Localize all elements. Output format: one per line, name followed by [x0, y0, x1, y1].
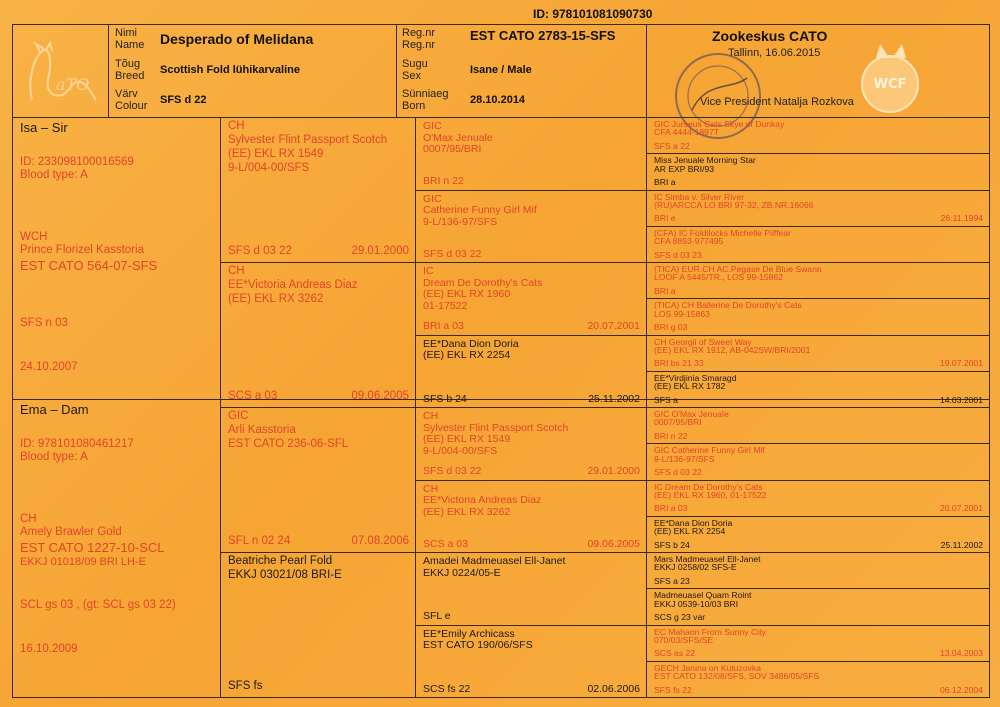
- col3-entry-line: (EE) EKL RX 1549: [423, 433, 511, 445]
- col4-row-divider: [646, 153, 989, 154]
- col2-entry-date: 07.08.2006: [351, 535, 409, 547]
- col3-row-divider: [415, 262, 646, 263]
- col4-entry-line: (RU)ARCCA LO BRI 97-32, ZB.NR.16066: [654, 200, 814, 210]
- col4-entry-line: (EE) EKL RX 2254: [654, 526, 726, 536]
- place-date: Tallinn, 16.06.2015: [728, 47, 821, 59]
- dam-reg: EST CATO 1227-10-SCL: [20, 540, 165, 555]
- col2-entry-line: CH: [228, 265, 245, 277]
- col3-entry-colour: SFS d 03 22: [423, 465, 482, 477]
- col4-entry-date: 14.03.2001: [939, 395, 983, 405]
- col4-entry-line: Mars Madmeuasel Ell-Janet: [654, 554, 761, 564]
- col4-entry-date: 25.11.2002: [940, 540, 983, 550]
- col4-entry-colour: SFS a 23: [654, 576, 690, 586]
- col3-entry-colour: BRI n 22: [423, 175, 464, 187]
- sire-id: ID: 233098100016569: [20, 156, 134, 168]
- col4-entry-line: Madmeuasel Quam Roint: [654, 590, 752, 600]
- col2-entry-line: EE*Victoria Andreas Diaz: [228, 279, 358, 291]
- col3-entry-line: (EE) EKL RX 2254: [423, 349, 511, 361]
- col3-entry-date: 20.07.2001: [587, 320, 640, 332]
- col4-entry-line: AR EXP BRI/93: [654, 164, 715, 174]
- col4-row-divider: [646, 298, 989, 299]
- col4-entry-date: 19.07.2001: [939, 358, 983, 368]
- col4-entry-line: (EE) EKL RX 1960, 01-17522: [654, 490, 767, 500]
- col3-entry-line: EKKJ 0224/05-E: [423, 567, 501, 579]
- col3-entry-date: 29.01.2000: [587, 465, 640, 477]
- col4-entry-date: 06.12.2004: [939, 685, 983, 695]
- col4-entry-line: GIC Catherine Funny Girl Mif: [654, 445, 765, 455]
- col2-entry-line: Arli Kasstoria: [228, 424, 296, 436]
- breed-label-en: Breed: [115, 70, 145, 82]
- col3-entry-line: EST CATO 190/06/SFS: [423, 639, 533, 651]
- col3-entry-line: 9-L/136-97/SFS: [423, 216, 498, 228]
- col2-entry-date: 09.06.2005: [351, 390, 409, 402]
- col4-row-divider: [646, 335, 989, 336]
- col3-entry-date: 25.11.2002: [588, 393, 640, 405]
- col4-entry-colour: SFS d 03 22: [654, 467, 702, 477]
- col4-entry-line: EE*Dana Dion Doria: [654, 518, 733, 528]
- dam-colour: SCL gs 03 , (gt: SCL gs 03 22): [20, 599, 176, 611]
- sex-value: Isane / Male: [470, 64, 532, 76]
- col4-entry-line: EST CATO 132/08/SFS, SOV 3486/05/SFS: [654, 671, 820, 681]
- col4-entry-date: 26.11.1994: [940, 213, 983, 223]
- col4-entry-colour: BRI a: [654, 177, 676, 187]
- col3-entry-line: GIC: [423, 120, 442, 132]
- sire-date: 24.10.2007: [20, 361, 78, 373]
- svg-text:aTO: aTO: [56, 75, 90, 94]
- col4-row-divider: [646, 190, 989, 191]
- col3-entry-line: O'Max Jenuale: [423, 132, 493, 144]
- col2-entry-colour: SFS d 03 22: [228, 245, 292, 257]
- col3-entry-line: EE*Victoria Andreas Diaz: [423, 494, 542, 506]
- col2-entry-line: Beatriche Pearl Fold: [228, 555, 333, 567]
- col3-row-divider: [415, 407, 646, 408]
- col4-entry-line: EC Mahaon From Sunny City: [654, 627, 766, 637]
- col3-entry-line: CH: [423, 410, 439, 422]
- col3-entry-line: EE*Dana Dion Doria: [423, 338, 519, 350]
- dam-title: CH: [20, 513, 37, 525]
- col3-entry-colour: BRI a 03: [423, 320, 464, 332]
- col4-row-divider: [646, 588, 989, 589]
- dam-date: 16.10.2009: [20, 643, 78, 655]
- colour-label-en: Colour: [115, 100, 148, 112]
- col3-entry-colour: SFS d 03 22: [423, 248, 482, 260]
- col4-row-divider: [646, 226, 989, 227]
- colour-label-et: Värv: [115, 88, 138, 100]
- col4-entry-line: 9-L/136-97/SFS: [654, 454, 715, 464]
- sire-name: Prince Florizel Kasstoria: [20, 244, 144, 256]
- dam-heading: Ema – Dam: [20, 402, 89, 417]
- col4-entry-colour: BRI bs 21 33: [654, 358, 704, 368]
- name-label-en: Name: [115, 39, 145, 51]
- col4-entry-colour: BRI a: [654, 286, 676, 296]
- col2-entry-line: Sylvester Flint Passport Scotch: [228, 134, 388, 146]
- cato-logo: [22, 40, 102, 110]
- col4-entry-line: (TICA) CH Ballerine De Dorothy's Cats: [654, 300, 802, 310]
- document-id: ID: 978101081090730: [533, 7, 653, 21]
- dam-name: Amely Brawler Gold: [20, 526, 122, 538]
- col3-entry-line: (EE) EKL RX 3262: [423, 506, 511, 518]
- name-label-et: Nimi: [115, 27, 137, 39]
- col4-entry-colour: SCS g 23 var: [654, 612, 706, 622]
- col4-entry-colour: SFS a 22: [654, 141, 690, 151]
- col3-entry-line: EE*Emily Archicass: [423, 628, 515, 640]
- reg-label-en: Reg.nr: [402, 39, 436, 51]
- reg-label-et: Reg.nr: [402, 27, 436, 39]
- col3-entry-colour: SCS a 03: [423, 538, 468, 550]
- col4-entry-colour: SCS as 22: [654, 648, 696, 658]
- col4-entry-date: 20.07.2001: [939, 503, 983, 513]
- col2-row-divider: [220, 262, 415, 263]
- col2-entry-line: EST CATO 236-06-SFL: [228, 438, 349, 450]
- sex-label-et: Sugu: [402, 58, 428, 70]
- col4-entry-line: 0007/95/BRI: [654, 417, 702, 427]
- col4-entry-date: 13.04.2003: [939, 648, 983, 658]
- col4-row-divider: [646, 516, 989, 517]
- col4-entry-line: LOS 99-15863: [654, 309, 710, 319]
- col4-entry-line: (EE) EKL RX 1912, AB-042SW/BRI/2001: [654, 345, 811, 355]
- col3-entry-line: 0007/95/BRI: [423, 143, 482, 155]
- col2-entry-colour: SFS fs: [228, 680, 263, 692]
- col4-entry-colour: BRI e: [654, 213, 676, 223]
- col3-entry-line: GIC: [423, 193, 442, 205]
- breed-value: Scottish Fold lühikarvaline: [160, 64, 300, 76]
- col3-entry-colour: SCS fs 22: [423, 683, 471, 695]
- colour-value: SFS d 22: [160, 94, 207, 106]
- col4-entry-colour: SFS d 03 23: [654, 250, 702, 260]
- col2-entry-line: GIC: [228, 410, 249, 422]
- col4-row-divider: [646, 552, 989, 553]
- col4-row-divider: [646, 625, 989, 626]
- wcf-logo: [850, 36, 930, 116]
- col4-entry-line: GIC Jurseus Cats Skye of Dunkay: [654, 119, 785, 129]
- svg-text:WCF: WCF: [873, 77, 907, 92]
- col4-entry-line: CH Georgii of Sweet Way: [654, 337, 752, 347]
- sire-colour: SFS n 03: [20, 317, 68, 329]
- col3-row-divider: [415, 552, 646, 553]
- sire-heading: Isa – Sir: [20, 120, 68, 135]
- col2-entry-date: 29.01.2000: [351, 245, 409, 257]
- col4-entry-line: CFA 8893-977495: [654, 236, 724, 246]
- col4-entry-line: GIC O'Max Jenuale: [654, 409, 729, 419]
- col3-entry-line: CH: [423, 483, 439, 495]
- born-label-en: Born: [402, 100, 426, 112]
- col2-entry-colour: SFL n 02 24: [228, 535, 291, 547]
- col4-row-divider: [646, 480, 989, 481]
- col4-entry-colour: SFS b 24: [654, 540, 690, 550]
- cat-name: Desperado of Melidana: [160, 31, 314, 47]
- dam-id: ID: 978101080461217: [20, 438, 134, 450]
- col4-row-divider: [646, 371, 989, 372]
- col3-row-divider: [415, 480, 646, 481]
- col4-entry-colour: BRI n 22: [654, 431, 688, 441]
- col4-entry-colour: SFS a: [654, 395, 678, 405]
- col3-entry-date: 09.06.2005: [587, 538, 640, 550]
- sire-blood: Blood type: A: [20, 169, 88, 181]
- sire-title: WCH: [20, 231, 48, 243]
- reg-value: EST CATO 2783-15-SFS: [470, 28, 616, 43]
- col4-entry-colour: SFS fs 22: [654, 685, 692, 695]
- col4-row-divider: [646, 661, 989, 662]
- col3-row-divider: [415, 625, 646, 626]
- col3-entry-line: Sylvester Flint Passport Scotch: [423, 422, 569, 434]
- col2-row-divider: [220, 552, 415, 553]
- col3-row-divider: [415, 190, 646, 191]
- col4-entry-line: GECH Janina on Kutuzovka: [654, 663, 762, 673]
- born-value: 28.10.2014: [470, 94, 526, 106]
- col4-entry-line: LOOF A 5445/TR., LOS 99-15862: [654, 272, 783, 282]
- col3-entry-colour: SFS b 24: [423, 393, 467, 405]
- col3-entry-line: IC: [423, 265, 434, 277]
- col4-entry-line: EE*Virdjinia Smaragd: [654, 373, 737, 383]
- col3-row-divider: [415, 335, 646, 336]
- col2-entry-line: CH: [228, 120, 245, 132]
- sire-reg: EST CATO 564-07-SFS: [20, 258, 158, 273]
- signer: Vice President Natalja Rozkova: [700, 96, 854, 108]
- org-name: Zookeskus CATO: [712, 28, 828, 44]
- breed-label-et: Tõug: [115, 58, 141, 70]
- col2-entry-colour: SCS a 03: [228, 390, 278, 402]
- col4-entry-line: (TICA) EUR.CH AC.Pegase De Blue Swann: [654, 264, 822, 274]
- col4-entry-line: (EE) EKL RX 1782: [654, 381, 726, 391]
- col4-entry-line: IC Dream De Dorothy's Cats: [654, 482, 763, 492]
- col2-entry-line: 9-L/004-00/SFS: [228, 162, 310, 174]
- col4-entry-line: EKKJ 0258/02 SFS-E: [654, 562, 737, 572]
- col4-entry-line: Miss Jenuale Morning Star: [654, 155, 756, 165]
- col4-row-divider: [646, 443, 989, 444]
- col2-entry-line: EKKJ 03021/08 BRI-E: [228, 569, 342, 581]
- col3-entry-colour: SFL e: [423, 610, 451, 622]
- col4-entry-line: (CFA) IC Foldilocks Michelle Piiffear: [654, 228, 791, 238]
- col4-entry-colour: BRI a 03: [654, 503, 688, 513]
- col3-entry-line: Dream De Dorothy's Cats: [423, 277, 543, 289]
- col4-entry-line: CFA 4444-1897T: [654, 127, 719, 137]
- dam-blood: Blood type: A: [20, 451, 88, 463]
- col2-row-divider: [220, 407, 415, 408]
- col3-entry-line: (EE) EKL RX 1960: [423, 288, 511, 300]
- col3-entry-date: 02.06.2006: [587, 683, 640, 695]
- col4-row-divider: [646, 407, 989, 408]
- col3-entry-line: Amadei Madmeuasel Ell-Janet: [423, 555, 566, 567]
- col4-entry-line: EKKJ 0539-10/03 BRI: [654, 599, 739, 609]
- col3-entry-line: 9-L/004-00/SFS: [423, 445, 498, 457]
- col4-entry-colour: BRI g 03: [654, 322, 688, 332]
- col3-entry-line: Catherine Funny Girl Mif: [423, 204, 537, 216]
- col2-entry-line: (EE) EKL RX 1549: [228, 148, 324, 160]
- col4-entry-line: 070/03/SFS/SE: [654, 635, 714, 645]
- sex-label-en: Sex: [402, 70, 421, 82]
- dam-reg2: EKKJ 01018/09 BRI LH-E: [20, 556, 146, 568]
- col2-entry-line: (EE) EKL RX 3262: [228, 293, 324, 305]
- col3-entry-line: 01-17522: [423, 300, 468, 312]
- col4-entry-line: IC Simba v. Silver River: [654, 192, 745, 202]
- col4-row-divider: [646, 262, 989, 263]
- born-label-et: Sünniaeg: [402, 88, 449, 100]
